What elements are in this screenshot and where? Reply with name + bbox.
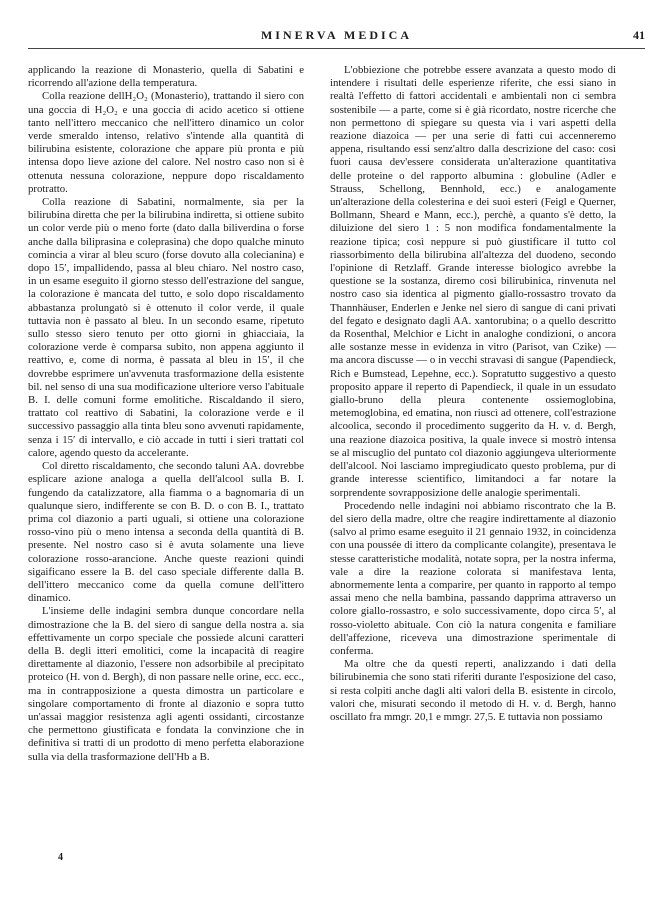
running-title: MINERVA MEDICA [260,28,413,42]
left-column [28,64,304,764]
paragraph: Col diretto riscaldamento, che secondo taluni AA. dovrebbe esplicare azione analoga a quella dell'alcool sulla B. I. fungendo da catalizzatore, alla fiamma o a bagnomaria di un qualunque siero, indifferente se con B. D. o con B. I., trattato prima col diazonio a parti uguali, si ottiene una colorazione rosso-vino più o meno intensa a seconda della quantità di B. presente. Nel nostro caso si è avuta solamente una lieve colorazione rosso-arancione. Anche queste reazioni quindi sigaificano essere la B. del caso speciale differente dalla B. dell'ittero meccanico come da quella comune dell'ittero dinamico. [28,460,304,605]
paragraph: Colla reazione dellH₂O₂ (Monasterio), trattando il siero con una goccia di H₂O₂ e una goccia di acido acetico si ottiene tanto nell'ittero meccanico che nell'ittero dinamico un color verde smeraldo intenso, relativo s'intende alla quantità di bilirubina esistente, colorazione che appare più pronta e più intensa dopo lieve azione del calore. Nel nostro caso non si è ottenuta nessuna colorazione, neppure dopo riscaldamento protratto. [28,90,304,195]
paragraph: L'obbiezione che potrebbe essere avanzata a questo modo di intendere i risultati delle esperienze riferite, che essi siano in realtà l'effetto di fattori accidentali e ambientali non ci sembra sostenibile — a parte, come si è già ricordato, nostre ricerche che non permettono di spiegare su questa via i vari aspetti della reazione diazoica — per una serie di fatti cui accenneremo appena, risultando essi senz'altro dalla descrizione del caso: così fuori causa dev'essere considerata un'alterazione quantitativa delle proteine o del rapporto albumina : globuline (Adler e Strauss, Schellong, Bennhold, ecc.) e analogamente un'alterazione della colesterina e dei suoi esteri (Feigl e Querner, Bollmann, Sheard e Mann, ecc.), perchè, a quanto s'è detto, la diluizione del siero 1 : 5 non modifica fondamentalmente la reazione tipica; così neppure si può giustificare il tutto col riassorbimento della bilirubina all'altezza del duodeno, secondo l'opinione di Retzlaff. Grande interesse biologico avrebbe la questione se la sostanza, diremo così bilirubinica, rinvenuta nel nostro caso sia identica al pigmento giallo-rossastro trovato da Thannhäuser, Enderlen e Jenke nel siero di sangue di cani privati del fegato e designato dagli AA. xantorubina; o a quello descritto da Rosenthal, Melchior e Licht in analoghe condizioni, o ancora alle sostanze messe in evidenza in vitro (Parisot, van Czike) — ma ancora discusse — o in vecchi stravasi di sangue (Papendieck, Rich e Bumstead, Lepehne, ecc.). Sopratutto suggestivo a questo proposito appare il reperto di Papendieck, il quale in un essudato giallo-bruno della pleura contenente ossiemoglobina, metemoglobina, ed ematina, non riuscì ad ottenere, coll'estrazione alcoolica, secondo il procedimento suggerito da H. v. d. Bergh, una reazione diazoica positiva, la quale invece si mostrò intensa se al miscuglio del puntato col diazonio aggiungeva ulteriormente dell'alcool. Noi lasciamo impregiudicato questo problema, pur di grande interesse scientifico, limitandoci a far notare la sorprendente sovrapposizione delle analogie sperimentali. [330,64,616,499]
paragraph: Procedendo nelle indagini noi abbiamo riscontrato che la B. del siero della madre, oltre che reagire indirettamente al diazonio (salvo al primo esame eseguito il 21 gennaio 1932, in coincidenza con una poussée di ittero da complicante colangite), presentava le stesse caratteristiche modalità, notate sopra, per la nostra inferma, vale a dire la reazione colorata si manifestava lenta, abnormemente lenta a comparire, per quanto in rapporto al tempo assai meno che nella bambina, passando dapprima attraverso un colore giallo-rossastro, e solo successivamente, dopo circa 5′, al rosso-violetto abituale. Con ciò la natura congenita e familiare dell'affezione, riceveva una dimostrazione sperimentale di conferma. [330,499,616,657]
page-number: 41 [633,28,645,42]
paragraph: L'insieme delle indagini sembra dunque concordare nella dimostrazione che la B. del siero di sangue della nostra a. sia effettivamente un corpo speciale che possiede alcuni caratteri della B. degli itteri emolitici, come la incapacità di reagire direttamente al diazonio, l'essere non adsorbibile al precipitato proteico (H. von d. Bergh), di non passare nelle orine, ecc. ecc., ma in contrapposizione a questa dimostra un particolare e singolare comportamento di fronte al diazonio e sopra tutto un'assai maggior resistenza agli agenti ossidanti, circostanze che permettono giustificata e fondata la convinzione che in definitiva si tratti di un prodotto di meno perfetta elaborazione sulla via della trasformazione dell'Hb a B. [28,605,304,763]
right-column [330,64,616,724]
paragraph: Colla reazione di Sabatini, normalmente, sia per la bilirubina diretta che per la bilirubina indiretta, si ottiene subito un color verde più o meno forte (dato dalla biliverdina o forse anche dalla biliprasina e coleprasina) che dopo qualche minuto comincia a virar al bleu scuro (forse dovuto alla colecianina) e dopo 15′, impallidendo, passa al bleu chiaro. Nel nostro caso, in un esame eseguito il giorno stesso dell'estrazione del sangue, la colorazione è mancata del tutto, e solo dopo riscaldamento abbastanza prolungatò si è ottenuto il color verde, il quale tuttavia non è passato al bleu. In un secondo esame, ripetuto sullo stesso siero tenuto per otto giorni in ghiacciaia, la colorazione verde è comparsa subito, non appena aggiunto il reattivo, e, come di norma, è passata al bleu in 15′, il che dovrebbe esprimere un'avvenuta trasformazione della esistente bil. nel senso di una sua modificazione ulteriore verso l'abituale B. I. delle comuni forme emolitiche. Riscaldando il siero, trattato col reattivo di Sabatini, la colorazione verde e il successivo passaggio alla tinta bleu sono avvenuti rapidamente, senza i 15′ di intervallo, e ciò accade in tutti i sieri trattati col calore, agendo questo da accelerante. [28,196,304,459]
signature-mark: 4 [58,852,63,863]
page-header [28,28,645,49]
paragraph: applicando la reazione di Monasterio, quella di Sabatini e ricorrendo all'azione della temperatura. [28,64,304,90]
paragraph: Ma oltre che da questi reperti, analizzando i dati della bilirubinemia che sono stati riferiti durante l'esposizione del caso, si resta colpiti anche dagli alti valori della B. esistente in circolo, valori che, misurati secondo il metodo di H. v. d. Bergh, hanno oscillato fra mmgr. 20,1 e mmgr. 27,5. E tuttavia non possiamo [330,658,616,723]
